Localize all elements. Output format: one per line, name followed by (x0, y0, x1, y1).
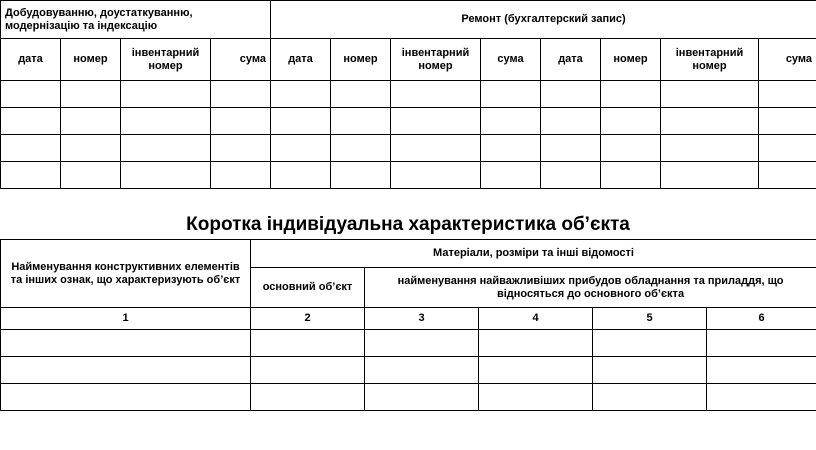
col-header: номер (601, 39, 661, 81)
col-number: 4 (479, 308, 593, 330)
col-header: інвентарний номер (661, 39, 759, 81)
header-materials: Матеріали, розміри та інші відомості (251, 240, 816, 268)
col-header: сума (481, 39, 541, 81)
col-number: 2 (251, 308, 365, 330)
header-element-name: Найменування конструктивних елементів та інших ознак, що характеризують об’єкт (1, 240, 251, 308)
table-row (1, 81, 816, 108)
table-row (1, 330, 816, 357)
characteristics-table (0, 239, 816, 411)
col-header: сума (759, 39, 816, 81)
header-main-object: основний об’єкт (251, 268, 365, 308)
col-number: 5 (593, 308, 707, 330)
header-reconstruction: Добудовуванню, доустаткуванню, модернізацію та індексацію (1, 1, 271, 39)
table-row (1, 135, 816, 162)
col-number: 6 (707, 308, 816, 330)
header-devices: найменування найважливіших прибудов обладнання та приладдя, що відносяться до основного об’єкта (365, 268, 816, 308)
header-repair: Ремонт (бухгалтерский запис) (271, 1, 816, 39)
col-header: дата (541, 39, 601, 81)
col-number: 1 (1, 308, 251, 330)
col-header: інвентарний номер (121, 39, 211, 81)
col-header: дата (1, 39, 61, 81)
col-header: інвентарний номер (391, 39, 481, 81)
col-header: сума (211, 39, 271, 81)
col-number: 3 (365, 308, 479, 330)
table-row (1, 162, 816, 189)
section-title: Коротка індивідуальна характеристика об’єкта (186, 214, 630, 235)
col-header: номер (331, 39, 391, 81)
table-row (1, 357, 816, 384)
col-header: номер (61, 39, 121, 81)
col-header: дата (271, 39, 331, 81)
table-row (1, 108, 816, 135)
table-row (1, 384, 816, 411)
accounting-table (0, 0, 816, 189)
